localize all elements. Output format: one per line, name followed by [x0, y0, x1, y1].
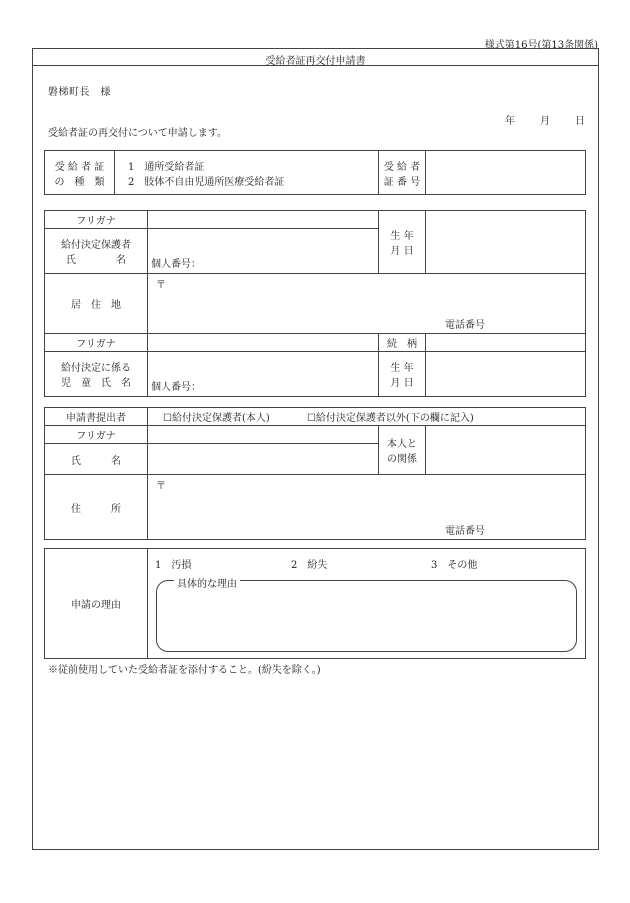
- date-month-label: 月: [540, 116, 550, 127]
- guardian-dob-label: [379, 211, 426, 274]
- residence-field[interactable]: [148, 274, 586, 334]
- child-name-label-line1: 給付決定に係る: [61, 363, 131, 374]
- residence-label: 居 住 地: [45, 274, 148, 334]
- reason-field[interactable]: [148, 549, 586, 659]
- specific-reason-box[interactable]: [156, 580, 577, 652]
- reason-label: 申請の理由: [45, 549, 148, 659]
- child-dob-field[interactable]: [426, 352, 586, 397]
- relation-field[interactable]: [426, 334, 586, 352]
- applicant-address-label: 住 所: [45, 475, 148, 540]
- applicant-table: [44, 407, 586, 540]
- guardian-furigana-label: フリガナ: [45, 211, 148, 229]
- cert-number-label-line2: 証 番 号: [383, 176, 421, 188]
- date-line[interactable]: [505, 112, 585, 127]
- cert-type-label: [45, 151, 115, 195]
- document-title: 受給者証再交付申請書: [265, 56, 366, 67]
- submitter-option-self[interactable]: ☐給付決定保護者(本人): [163, 413, 270, 424]
- date-day-label: 日: [575, 116, 585, 127]
- child-name-field[interactable]: [148, 352, 379, 397]
- guardian-name-field[interactable]: [148, 229, 379, 274]
- footnote: ※従前使用していた受給者証を添付すること。(紛失を除く。): [48, 665, 321, 676]
- applicant-furigana-field[interactable]: [148, 426, 379, 444]
- submitter-option-other[interactable]: ☐給付決定保護者以外(下の欄に記入): [306, 413, 474, 424]
- reason-option-other[interactable]: 3 その他: [431, 560, 478, 571]
- applicant-phone-label: 電話番号: [445, 526, 485, 537]
- residence-phone-label: 電話番号: [445, 320, 485, 331]
- cert-type-label-line2: の 種 類: [54, 176, 105, 188]
- title-divider: [32, 65, 599, 66]
- certificate-type-table: [44, 150, 586, 195]
- guardian-name-label-line1: 給付決定保護者: [61, 240, 131, 251]
- applicant-relation-label-line1: 本人と: [387, 439, 417, 450]
- child-name-label-line2: 児 童 氏 名: [61, 378, 131, 389]
- reason-option-soiled[interactable]: 1 汚損: [155, 560, 192, 571]
- child-dob-label: [379, 352, 426, 397]
- cert-number-field[interactable]: [426, 151, 586, 195]
- reason-options[interactable]: [151, 556, 582, 571]
- child-dob-label-line2: 月 日: [390, 378, 414, 389]
- cert-type-options[interactable]: [115, 151, 379, 195]
- reason-table: [44, 548, 586, 659]
- form-number: 様式第16号(第13条関係): [484, 40, 598, 51]
- applicant-relation-label-line2: の関係: [387, 454, 417, 465]
- cert-type-label-line1: 受 給 者 証: [54, 161, 105, 173]
- cert-number-label-line1: 受 給 者: [383, 161, 421, 173]
- cert-option-2[interactable]: 2 肢体不自由児通所医療受給者証: [128, 176, 285, 188]
- intro-text: 受給者証の再交付について申請します。: [48, 128, 227, 139]
- child-dob-label-line1: 生 年: [390, 363, 414, 374]
- addressee: 磐梯町長 様: [48, 87, 111, 98]
- submitter-options[interactable]: [148, 408, 586, 426]
- applicant-furigana-label: フリガナ: [45, 426, 148, 444]
- child-furigana-field[interactable]: [148, 334, 379, 352]
- child-mynumber-label: 個人番号：: [151, 382, 201, 393]
- submitter-label: 申請書提出者: [45, 408, 148, 426]
- child-furigana-label: フリガナ: [45, 334, 148, 352]
- date-year-label: 年: [505, 116, 515, 127]
- applicant-relation-field[interactable]: [426, 426, 586, 475]
- guardian-furigana-field[interactable]: [148, 211, 379, 229]
- guardian-dob-field[interactable]: [426, 211, 586, 274]
- applicant-zip-mark: 〒: [156, 481, 166, 492]
- relation-label: 続 柄: [379, 334, 426, 352]
- applicant-relation-label: [379, 426, 426, 475]
- cert-number-label: [379, 151, 426, 195]
- guardian-name-label-line2: 氏 名: [66, 255, 126, 266]
- applicant-name-field[interactable]: [148, 444, 379, 475]
- guardian-dob-label-line2: 月 日: [390, 246, 414, 257]
- residence-zip-mark: 〒: [156, 280, 166, 291]
- specific-reason-label: 具体的な理由: [174, 575, 240, 590]
- guardian-dob-label-line1: 生 年: [390, 231, 414, 242]
- reason-option-lost[interactable]: 2 紛失: [291, 560, 328, 571]
- guardian-mynumber-label: 個人番号：: [151, 259, 201, 270]
- child-name-label: [45, 352, 148, 397]
- applicant-address-field[interactable]: [148, 475, 586, 540]
- applicant-name-label: 氏 名: [45, 444, 148, 475]
- guardian-child-table: [44, 210, 586, 397]
- guardian-name-label: [45, 229, 148, 274]
- cert-option-1[interactable]: 1 通所受給者証: [128, 161, 205, 173]
